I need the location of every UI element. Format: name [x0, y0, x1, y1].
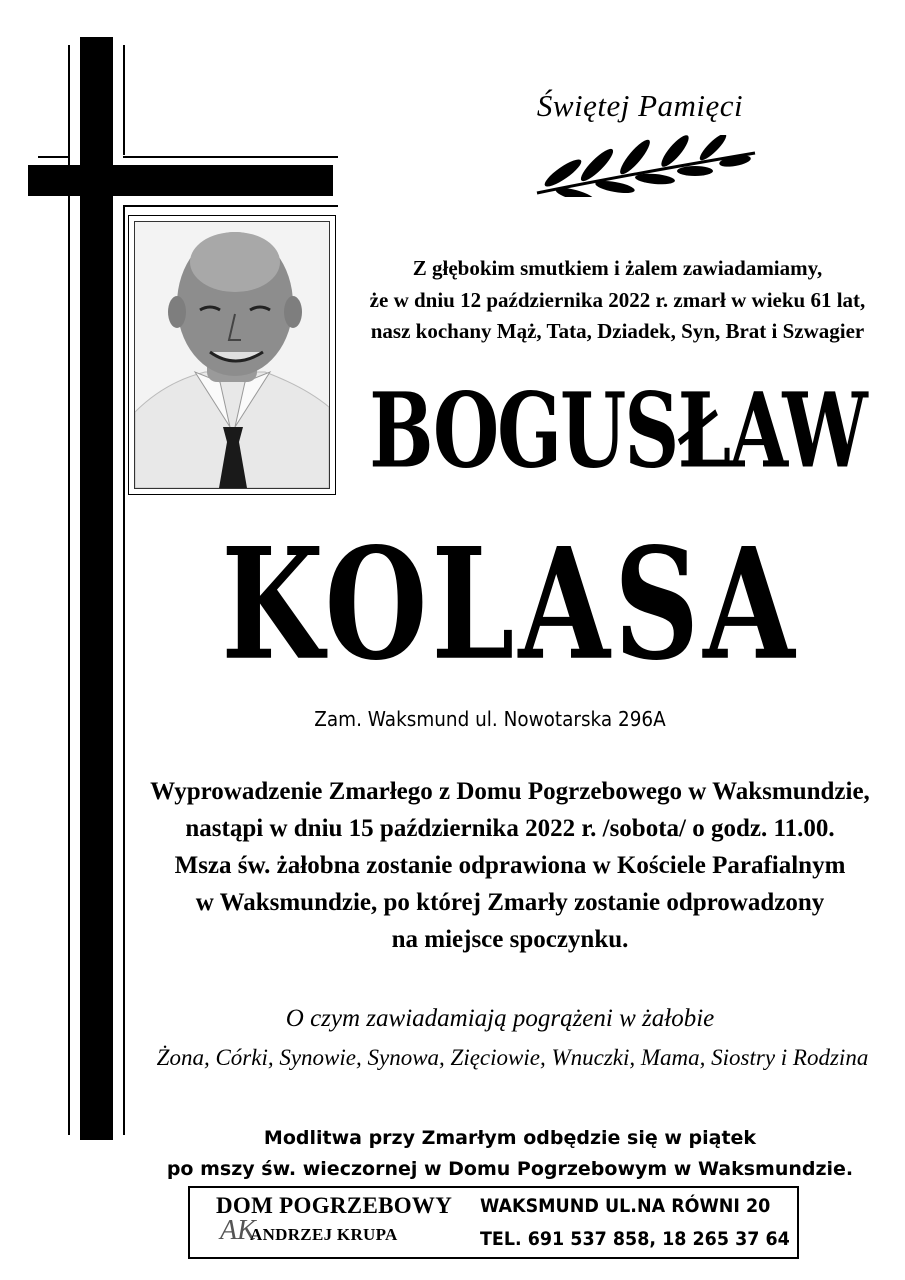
intro-line-2: że w dniu 12 października 2022 r. zmarł w wieku 61 lat,: [369, 287, 866, 312]
funeral-home-address: WAKSMUND UL.NA RÓWNI 20: [480, 1195, 771, 1217]
funeral-home-name: DOM POGRZEBOWY: [216, 1193, 453, 1218]
intro-line-3: nasz kochany Mąż, Tata, Dziadek, Syn, Brat i Szwagier: [370, 319, 865, 343]
ceremony-line-4: w Waksmundzie, po której Zmarły zostanie odprowadzony: [195, 889, 825, 916]
ceremony-line-3: Msza św. żałobna zostanie odprawiona w Kościele Parafialnym: [174, 852, 846, 879]
family-list: Żona, Córki, Synowie, Synowa, Zięciowie, Wnuczki, Mama, Siostry i Rodzina: [156, 1045, 869, 1070]
ceremony-line-2: nastąpi w dniu 15 października 2022 r. /sobota/ o godz. 11.00.: [185, 815, 835, 842]
olive-branch-icon: [535, 135, 760, 202]
prayer-text: [130, 1123, 890, 1185]
prayer-line-1: Modlitwa przy Zmarłym odbędzie się w piątek: [263, 1127, 757, 1149]
cross-outline-arm-left-top: [38, 156, 68, 158]
intro-line-1: Z głębokim smutkiem i żalem zawiadamiamy,: [412, 256, 823, 280]
funeral-home-phone: TEL. 691 537 858, 18 265 37 64: [480, 1228, 790, 1250]
deceased-address: Zam. Waksmund ul. Nowotarska 296A: [314, 707, 666, 731]
deceased-last-name: KOLASA: [221, 513, 799, 695]
cross-outline-right-bottom: [123, 205, 125, 1135]
funeral-home-owner: ANDRZEJ KRUPA: [250, 1225, 398, 1244]
ceremony-line-5: na miejsce spoczynku.: [391, 926, 629, 953]
cross-outline-left: [68, 45, 70, 1135]
header-title: Świętej Pamięci: [536, 88, 744, 123]
funeral-home-logo: AK: [220, 1215, 256, 1246]
cross-outline-arm-right-top: [123, 156, 338, 158]
cross-icon-vertical: [80, 37, 113, 1140]
family-title: O czym zawiadamiają pogrążeni w żałobie: [285, 1005, 715, 1032]
deceased-first-name: BOGUSŁAW: [369, 370, 866, 491]
prayer-line-2: po mszy św. wieczornej w Domu Pogrzebowym w Waksmundzie.: [166, 1158, 854, 1180]
cross-outline-right-top: [123, 45, 125, 155]
ceremony-text: [130, 773, 890, 958]
ceremony-line-1: Wyprowadzenie Zmarłego z Domu Pogrzebowego w Waksmundzie,: [150, 778, 870, 805]
intro-text: [345, 253, 890, 348]
cross-icon-horizontal: [28, 165, 333, 196]
cross-outline-arm-right-bottom: [123, 205, 338, 207]
portrait-photo: [134, 221, 330, 489]
